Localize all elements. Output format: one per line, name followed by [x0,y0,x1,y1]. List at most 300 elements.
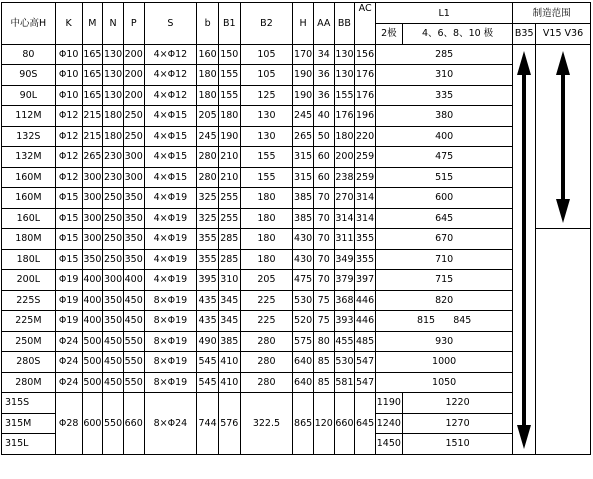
cell-h: 430 [293,229,314,250]
cell-bb: 270 [334,188,355,209]
cell-n: 180 [103,126,124,147]
table-row [2,393,591,414]
cell-b1: 285 [218,229,240,250]
cell-b: 545 [197,372,219,393]
header-L1: L1 [375,3,512,24]
cell-b1: 285 [218,249,240,270]
cell-b: 325 [197,208,219,229]
cell-ac: 547 [355,372,376,393]
cell-ac: 156 [355,44,376,65]
cell-b1: 345 [218,290,240,311]
cell-n: 180 [103,106,124,127]
cell-frame: 80 [2,44,56,65]
cell-bb: 200 [334,147,355,168]
cell-s: 4×Φ15 [144,167,197,188]
cell-aa: 75 [313,290,334,311]
cell-h: 190 [293,85,314,106]
cell-frame: 280M [2,372,56,393]
header-frame: 中心高H [2,3,56,45]
arrow-head-down-icon [556,199,570,223]
cell-frame: 132S [2,126,56,147]
table-row [2,311,591,332]
cell-ac: 397 [355,270,376,291]
cell-ac: 547 [355,352,376,373]
cell-frame: 315L [2,434,56,455]
cell-h: 315 [293,147,314,168]
header-B1: B1 [218,3,240,45]
b35-scope-cell [513,44,536,454]
cell-frame: 225M [2,311,56,332]
cell-p: 300 [123,167,144,188]
cell-k: Φ15 [55,229,82,250]
cell-h: 640 [293,352,314,373]
cell-l1: 710 [375,249,512,270]
cell-b2: 180 [240,208,293,229]
cell-p: 200 [123,65,144,86]
cell-n: 130 [103,85,124,106]
b35-range-arrow-icon [517,51,531,449]
cell-l1: 820 [375,290,512,311]
cell-s: 4×Φ12 [144,65,197,86]
cell-n: 450 [103,372,124,393]
cell-b: 435 [197,290,219,311]
cell-b1: 190 [218,126,240,147]
cell-m: 350 [82,249,103,270]
header-b35: B35 [513,24,536,45]
cell-b2: 125 [240,85,293,106]
header-v15v36: V15 V36 [536,24,591,45]
cell-b1: 180 [218,106,240,127]
table-row [2,270,591,291]
cell-h: 170 [293,44,314,65]
cell-b: 744 [197,393,219,455]
cell-b1: 310 [218,270,240,291]
cell-bb: 130 [334,65,355,86]
cell-b: 490 [197,331,219,352]
cell-aa: 85 [313,372,334,393]
header-b: b [197,3,219,45]
cell-h: 430 [293,249,314,270]
cell-k: Φ28 [55,393,82,455]
cell-b2: 280 [240,331,293,352]
cell-n: 450 [103,331,124,352]
cell-h: 530 [293,290,314,311]
cell-b2: 280 [240,352,293,373]
cell-aa: 70 [313,270,334,291]
table-row [2,106,591,127]
cell-m: 265 [82,147,103,168]
cell-b1: 155 [218,85,240,106]
cell-m: 500 [82,352,103,373]
cell-aa: 40 [313,106,334,127]
cell-b: 245 [197,126,219,147]
cell-k: Φ24 [55,372,82,393]
cell-bb: 368 [334,290,355,311]
cell-b: 205 [197,106,219,127]
cell-s: 4×Φ19 [144,270,197,291]
cell-p: 550 [123,372,144,393]
cell-aa: 75 [313,311,334,332]
v15v36-empty-cell [536,229,591,455]
cell-n: 250 [103,188,124,209]
arrow-head-down-icon [517,425,531,449]
cell-p: 400 [123,270,144,291]
cell-b1: 410 [218,372,240,393]
cell-frame: 315S [2,393,56,414]
cell-k: Φ15 [55,249,82,270]
cell-b: 180 [197,85,219,106]
cell-m: 500 [82,331,103,352]
cell-l1-multipole: 1270 [402,413,513,434]
cell-bb: 311 [334,229,355,250]
cell-b2: 180 [240,188,293,209]
cell-k: Φ24 [55,352,82,373]
table-row [2,372,591,393]
cell-b1: 155 [218,65,240,86]
dimension-table [1,2,591,455]
cell-l1-2pole: 1450 [375,434,402,455]
cell-frame: 160M [2,167,56,188]
cell-b: 280 [197,147,219,168]
cell-s: 4×Φ12 [144,85,197,106]
cell-b1: 210 [218,147,240,168]
table-row [2,65,591,86]
cell-l1-2pole: 1240 [375,413,402,434]
cell-n: 230 [103,147,124,168]
cell-n: 250 [103,229,124,250]
cell-n: 230 [103,167,124,188]
cell-aa: 60 [313,167,334,188]
cell-k: Φ12 [55,167,82,188]
cell-ac: 314 [355,208,376,229]
cell-s: 8×Φ19 [144,352,197,373]
cell-bb: 660 [334,393,355,455]
cell-m: 600 [82,393,103,455]
cell-m: 165 [82,65,103,86]
cell-b: 325 [197,188,219,209]
cell-l1: 815 845 [375,311,512,332]
cell-b2: 205 [240,270,293,291]
cell-b2: 105 [240,44,293,65]
header-AC-lower [355,24,376,45]
arrow-shaft [561,71,565,204]
cell-p: 550 [123,331,144,352]
cell-bb: 393 [334,311,355,332]
cell-h: 385 [293,208,314,229]
header-pole2: 2极 [375,24,402,45]
cell-ac: 355 [355,229,376,250]
header-AA: AA [313,3,334,45]
cell-h: 385 [293,188,314,209]
cell-aa: 50 [313,126,334,147]
cell-b1: 410 [218,352,240,373]
cell-m: 165 [82,44,103,65]
cell-h: 865 [293,393,314,455]
cell-p: 250 [123,126,144,147]
cell-b: 395 [197,270,219,291]
cell-k: Φ12 [55,147,82,168]
cell-h: 245 [293,106,314,127]
cell-frame: 250M [2,331,56,352]
cell-p: 200 [123,44,144,65]
table-row [2,85,591,106]
cell-b: 160 [197,44,219,65]
cell-ac: 220 [355,126,376,147]
cell-s: 4×Φ19 [144,208,197,229]
cell-bb: 130 [334,44,355,65]
arrow-shaft [522,71,526,429]
cell-bb: 530 [334,352,355,373]
cell-bb: 455 [334,331,355,352]
cell-n: 130 [103,44,124,65]
cell-l1: 715 [375,270,512,291]
cell-ac: 645 [355,393,376,455]
cell-bb: 314 [334,208,355,229]
cell-b: 180 [197,65,219,86]
table-row [2,44,591,65]
cell-aa: 120 [313,393,334,455]
cell-frame: 132M [2,147,56,168]
cell-b2: 225 [240,290,293,311]
cell-p: 200 [123,85,144,106]
cell-ac: 259 [355,167,376,188]
header-P: P [123,3,144,45]
cell-ac: 176 [355,65,376,86]
cell-frame: 160M [2,188,56,209]
cell-p: 450 [123,311,144,332]
cell-n: 450 [103,352,124,373]
cell-bb: 176 [334,106,355,127]
cell-frame: 90L [2,85,56,106]
cell-bb: 155 [334,85,355,106]
cell-l1: 285 [375,44,512,65]
cell-bb: 379 [334,270,355,291]
cell-k: Φ10 [55,65,82,86]
cell-frame: 90S [2,65,56,86]
cell-s: 8×Φ19 [144,372,197,393]
cell-m: 165 [82,85,103,106]
cell-b: 545 [197,352,219,373]
cell-b2: 155 [240,147,293,168]
cell-frame: 315M [2,413,56,434]
cell-l1: 670 [375,229,512,250]
cell-aa: 34 [313,44,334,65]
cell-l1: 310 [375,65,512,86]
cell-b1: 576 [218,393,240,455]
cell-b: 355 [197,229,219,250]
cell-ac: 446 [355,311,376,332]
cell-p: 660 [123,393,144,455]
cell-ac: 485 [355,331,376,352]
cell-bb: 349 [334,249,355,270]
cell-k: Φ10 [55,85,82,106]
cell-k: Φ19 [55,290,82,311]
cell-h: 520 [293,311,314,332]
cell-b2: 225 [240,311,293,332]
cell-n: 350 [103,311,124,332]
cell-b2: 130 [240,106,293,127]
cell-s: 4×Φ12 [144,44,197,65]
cell-k: Φ19 [55,311,82,332]
table-row [2,352,591,373]
cell-b1: 255 [218,208,240,229]
v15v36-scope-cell [536,44,591,229]
cell-b2: 130 [240,126,293,147]
cell-aa: 80 [313,331,334,352]
cell-h: 575 [293,331,314,352]
cell-frame: 200L [2,270,56,291]
cell-ac: 176 [355,85,376,106]
header-B2: B2 [240,3,293,45]
table-row [2,188,591,209]
cell-m: 300 [82,188,103,209]
cell-m: 500 [82,372,103,393]
cell-b1: 150 [218,44,240,65]
cell-ac: 259 [355,147,376,168]
table-row [2,249,591,270]
cell-k: Φ12 [55,126,82,147]
cell-k: Φ19 [55,270,82,291]
cell-l1: 645 [375,208,512,229]
cell-b1: 255 [218,188,240,209]
cell-frame: 180M [2,229,56,250]
cell-l1-multipole: 1220 [402,393,513,414]
cell-b1: 385 [218,331,240,352]
cell-s: 4×Φ15 [144,126,197,147]
cell-m: 300 [82,208,103,229]
cell-b1: 345 [218,311,240,332]
header-BB: BB [334,3,355,45]
cell-n: 130 [103,65,124,86]
cell-m: 300 [82,167,103,188]
cell-h: 190 [293,65,314,86]
cell-s: 8×Φ24 [144,393,197,455]
cell-b: 355 [197,249,219,270]
cell-n: 550 [103,393,124,455]
cell-p: 350 [123,208,144,229]
cell-h: 640 [293,372,314,393]
cell-aa: 70 [313,188,334,209]
cell-ac: 446 [355,290,376,311]
cell-p: 450 [123,290,144,311]
cell-aa: 36 [313,85,334,106]
cell-n: 300 [103,270,124,291]
cell-bb: 238 [334,167,355,188]
cell-aa: 85 [313,352,334,373]
v15v36-range-arrow-icon [556,51,570,224]
cell-p: 300 [123,147,144,168]
cell-s: 4×Φ19 [144,249,197,270]
cell-bb: 581 [334,372,355,393]
header-AC: AC [355,3,376,24]
cell-h: 475 [293,270,314,291]
cell-p: 350 [123,188,144,209]
cell-b2: 322.5 [240,393,293,455]
cell-l1: 930 [375,331,512,352]
header-K: K [55,3,82,45]
cell-l1: 335 [375,85,512,106]
table-row [2,331,591,352]
table-row [2,290,591,311]
cell-s: 4×Φ19 [144,188,197,209]
cell-p: 250 [123,106,144,127]
cell-bb: 180 [334,126,355,147]
cell-p: 550 [123,352,144,373]
cell-m: 300 [82,229,103,250]
cell-ac: 355 [355,249,376,270]
cell-m: 400 [82,311,103,332]
cell-k: Φ24 [55,331,82,352]
cell-aa: 70 [313,229,334,250]
cell-m: 400 [82,290,103,311]
header-N: N [103,3,124,45]
cell-l1-2pole: 1190 [375,393,402,414]
header-H: H [293,3,314,45]
cell-l1: 475 [375,147,512,168]
cell-k: Φ15 [55,188,82,209]
cell-h: 265 [293,126,314,147]
cell-n: 250 [103,208,124,229]
cell-ac: 196 [355,106,376,127]
cell-b2: 155 [240,167,293,188]
cell-frame: 225S [2,290,56,311]
cell-h: 315 [293,167,314,188]
cell-l1: 400 [375,126,512,147]
cell-frame: 160L [2,208,56,229]
cell-aa: 36 [313,65,334,86]
cell-b2: 180 [240,229,293,250]
cell-s: 8×Φ19 [144,331,197,352]
header-S: S [144,3,197,45]
header-scope: 制造范围 [513,3,591,24]
cell-b: 435 [197,311,219,332]
cell-b: 280 [197,167,219,188]
table-row [2,208,591,229]
cell-l1: 600 [375,188,512,209]
cell-k: Φ15 [55,208,82,229]
table-row [2,167,591,188]
cell-s: 4×Φ15 [144,106,197,127]
cell-s: 8×Φ19 [144,311,197,332]
cell-b1: 210 [218,167,240,188]
cell-l1: 515 [375,167,512,188]
cell-k: Φ10 [55,44,82,65]
cell-aa: 70 [313,208,334,229]
cell-m: 215 [82,106,103,127]
table-row [2,229,591,250]
cell-l1: 1000 [375,352,512,373]
cell-m: 215 [82,126,103,147]
cell-s: 4×Φ15 [144,147,197,168]
header-pole4: 4、6、8、10 极 [402,24,513,45]
cell-s: 4×Φ19 [144,229,197,250]
header-M: M [82,3,103,45]
cell-l1: 1050 [375,372,512,393]
table-row [2,147,591,168]
cell-aa: 70 [313,249,334,270]
cell-b2: 280 [240,372,293,393]
cell-k: Φ12 [55,106,82,127]
cell-l1-multipole: 1510 [402,434,513,455]
table-row [2,126,591,147]
cell-l1: 380 [375,106,512,127]
cell-p: 350 [123,249,144,270]
cell-p: 350 [123,229,144,250]
cell-frame: 112M [2,106,56,127]
cell-s: 8×Φ19 [144,290,197,311]
cell-m: 400 [82,270,103,291]
cell-b2: 105 [240,65,293,86]
